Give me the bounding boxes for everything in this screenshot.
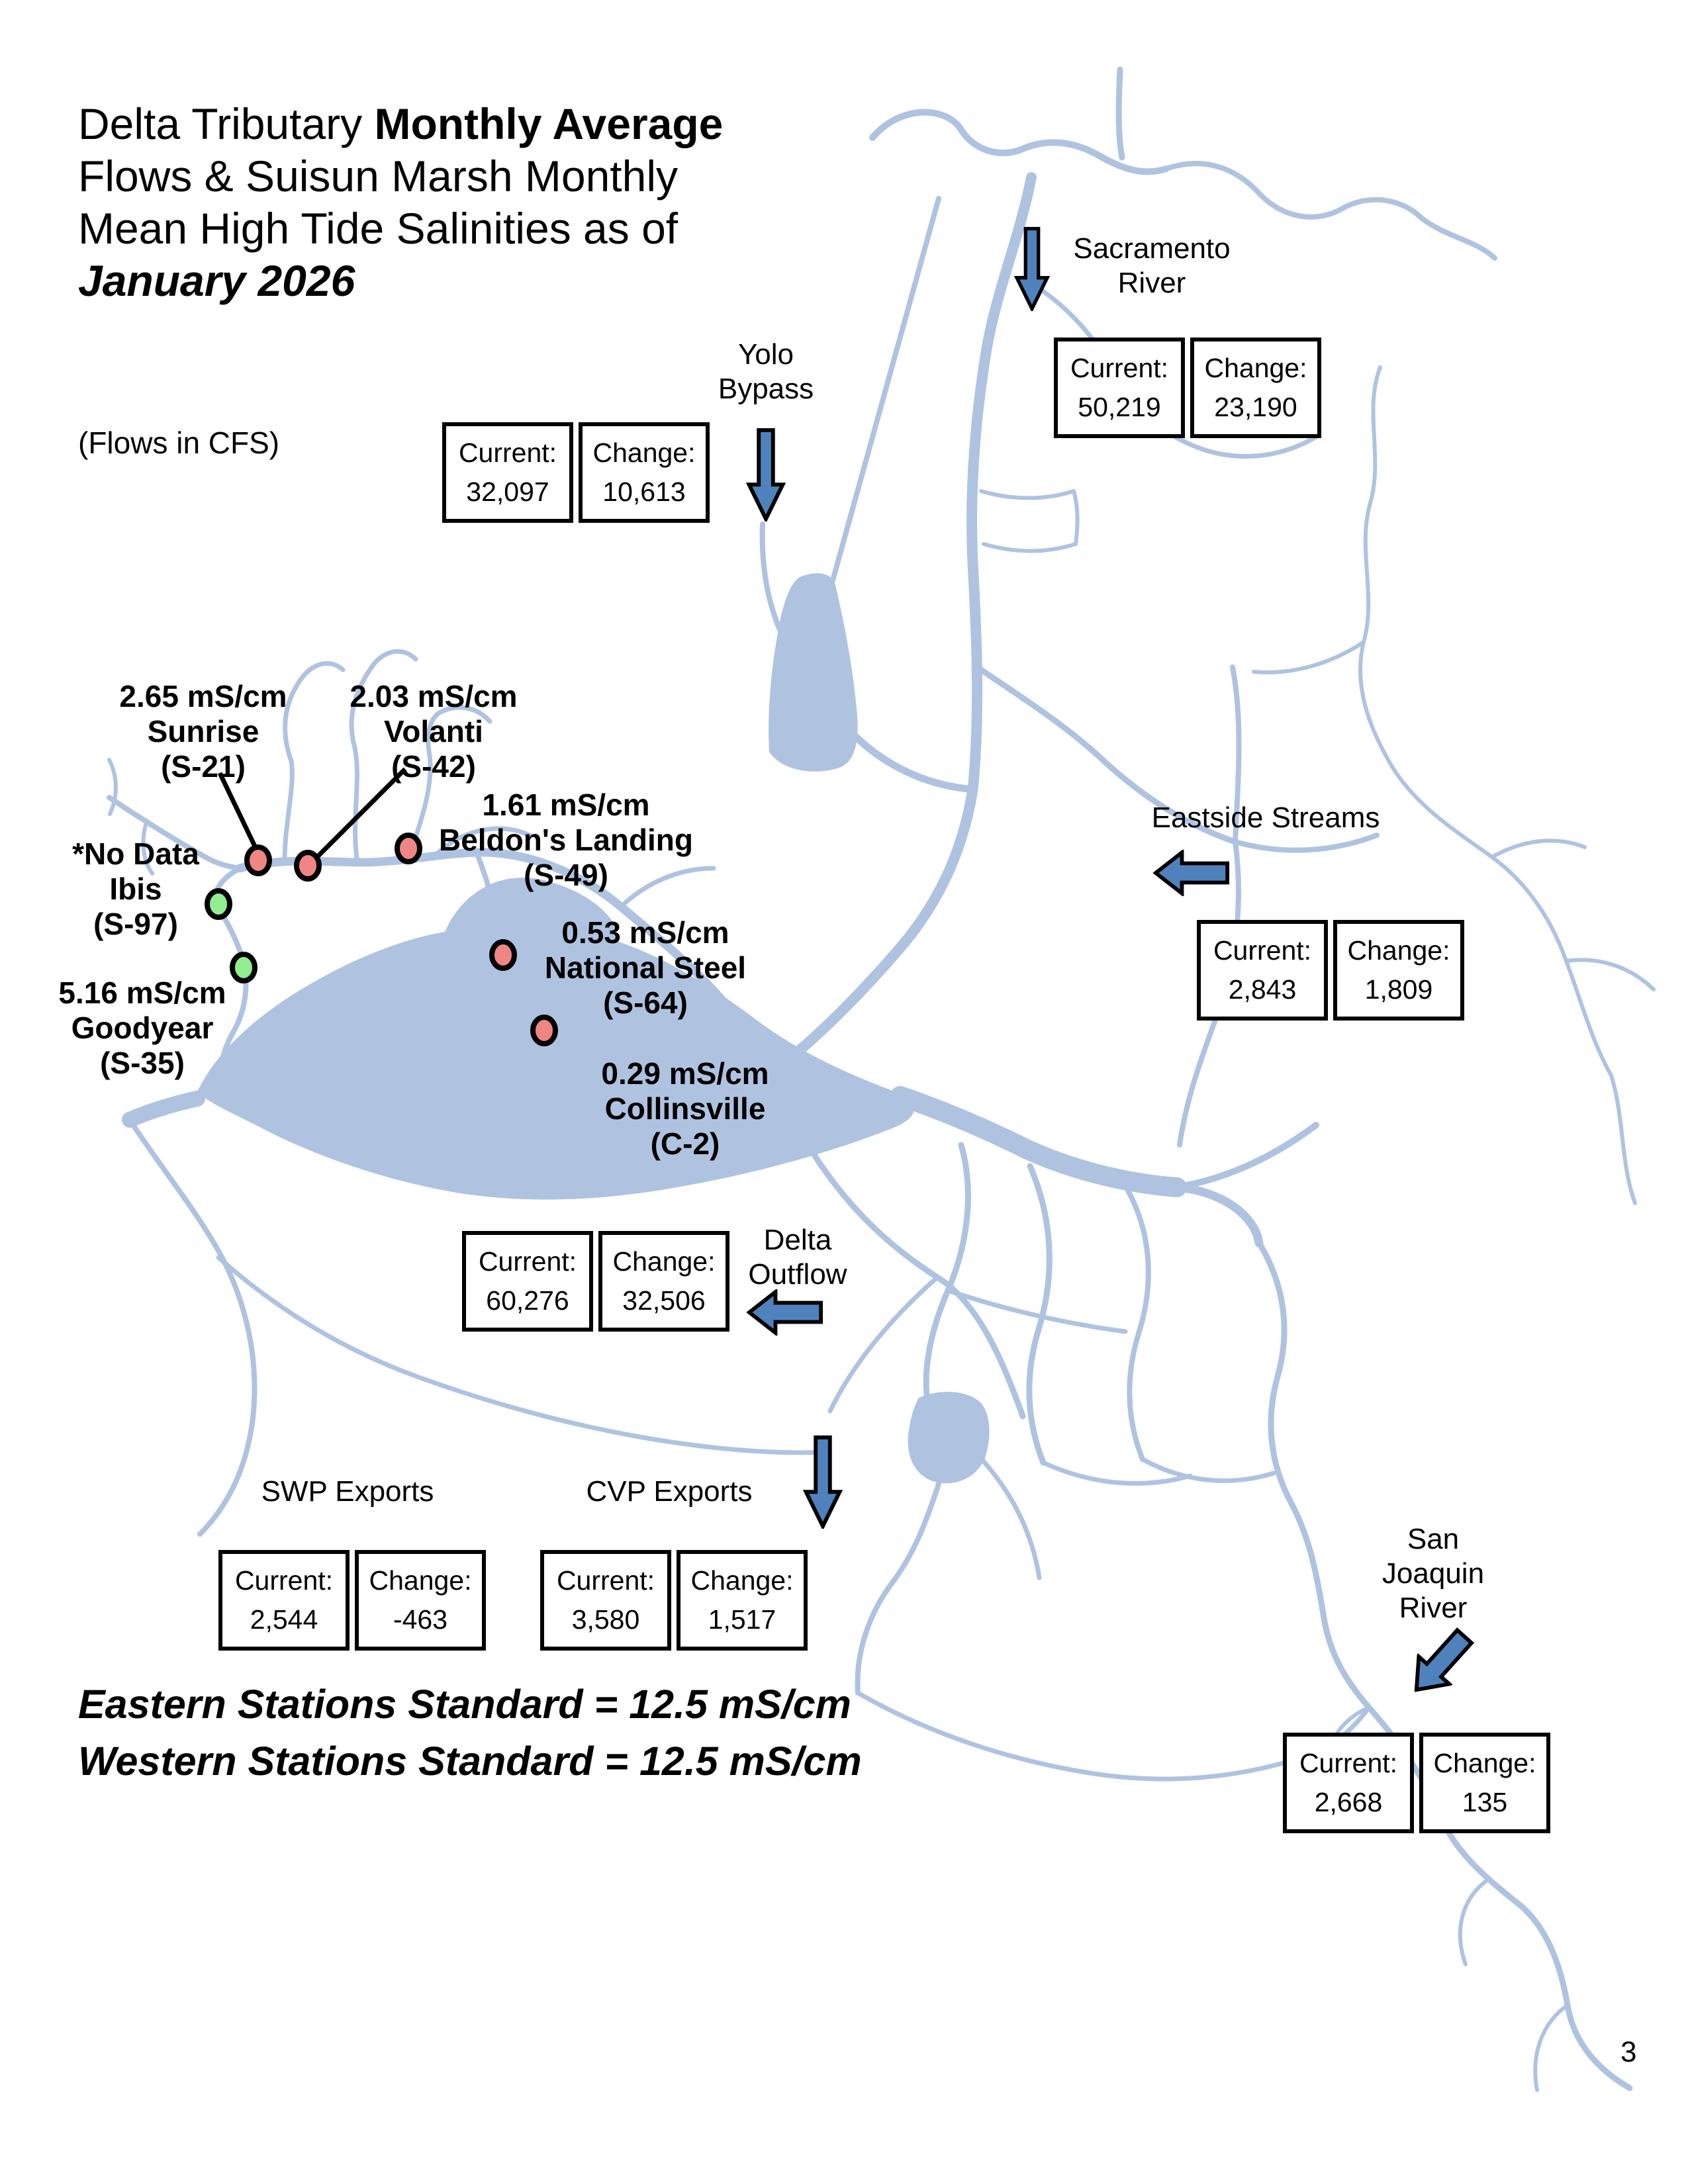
san-joaquin-river-label-line1: San	[1407, 1523, 1460, 1555]
sacramento-river-flow-arrow-down-icon	[1011, 226, 1053, 311]
san-joaquin-current-cell	[1283, 1733, 1414, 1833]
mokelumne-east-fork	[1235, 835, 1377, 850]
eastside-streams-change-value: 1,809	[1364, 974, 1433, 1005]
station-dot-beldons-landing	[397, 835, 420, 862]
grid-channel-2	[984, 544, 1076, 551]
yolo-bypass-label	[700, 338, 832, 406]
flows-units-note: (Flows in CFS)	[78, 426, 280, 460]
delta-outflow-stat-box	[462, 1231, 729, 1332]
swp-exports-current-value: 2,544	[250, 1604, 318, 1635]
cvp-exports-stat-box	[540, 1550, 808, 1651]
below-forebay-channel	[857, 1484, 939, 1693]
title-line-1-bold: Monthly Average	[374, 99, 724, 148]
eastside-streams-label-line1: Eastside Streams	[1151, 801, 1380, 834]
national-steel-name: National Steel	[544, 950, 747, 985]
sj-meander-2	[1460, 1880, 1488, 1964]
page-title	[78, 98, 872, 307]
station-dot-sunrise	[247, 847, 269, 874]
title-line-4: January 2026	[78, 256, 355, 305]
collinsville-code: (C-2)	[650, 1126, 720, 1161]
false-river	[1177, 1125, 1316, 1187]
national-steel-code: (S-64)	[603, 985, 688, 1020]
sunrise-code: (S-21)	[161, 749, 246, 784]
change-label: Change:	[592, 437, 696, 468]
current-label: Current:	[458, 437, 557, 468]
collinsville-name: Collinsville	[604, 1091, 766, 1126]
current-label: Current:	[1213, 934, 1312, 966]
station-standards	[78, 1676, 862, 1790]
current-label: Current:	[556, 1565, 655, 1596]
san-joaquin-stat-box	[1283, 1733, 1550, 1833]
beldons-salinity-value: 1.61 mS/cm	[482, 788, 650, 822]
page-number: 3	[1620, 2036, 1637, 2068]
carquinez-strait	[130, 1099, 197, 1120]
ibis-no-data-note: *No Data	[72, 837, 199, 871]
current-label: Current:	[1299, 1747, 1398, 1778]
sacramento-river-current-cell	[1054, 338, 1185, 438]
yolo-bypass-current-value: 32,097	[466, 477, 549, 508]
north-tributary	[1119, 69, 1122, 158]
cvp-exports-change-cell	[677, 1550, 808, 1651]
eastside-streams-change-cell	[1333, 920, 1464, 1021]
delta-outflow-current-value: 60,276	[486, 1285, 569, 1316]
station-dot-national-steel	[492, 942, 514, 968]
title-line-1-normal: Delta Tributary	[78, 99, 375, 148]
change-label: Change:	[612, 1246, 716, 1277]
eastside-stream-branch-1	[1254, 642, 1364, 672]
san-joaquin-change-cell	[1419, 1733, 1550, 1833]
cvp-exports-current-cell	[540, 1550, 671, 1651]
title-line-1	[78, 98, 872, 150]
station-label-goodyear	[26, 976, 258, 1081]
delta-outflow-label	[731, 1223, 864, 1292]
title-line-3: Mean High Tide Salinities as of	[78, 204, 679, 253]
eastside-streams-current-cell	[1197, 920, 1328, 1021]
sacramento-river-current-value: 50,219	[1078, 392, 1161, 423]
sacramento-river-label-line2: River	[1117, 267, 1186, 299]
southwest-branch	[830, 1277, 937, 1411]
change-label: Change:	[1204, 352, 1307, 383]
grid-channel-3	[1074, 491, 1078, 544]
ibis-name: Ibis	[109, 872, 162, 906]
current-label: Current:	[234, 1565, 334, 1596]
station-label-collinsville	[586, 1056, 784, 1161]
sunrise-salinity-value: 2.65 mS/cm	[119, 679, 287, 713]
cvp-exports-current-value: 3,580	[571, 1604, 640, 1635]
east-delta-channel	[1125, 1186, 1149, 1459]
station-label-volanti	[334, 679, 533, 784]
swp-exports-label-line1: SWP Exports	[261, 1475, 434, 1508]
eastside-streams-stat-box	[1197, 920, 1464, 1021]
sj-meander-1	[1535, 2005, 1568, 2090]
grid-channel-1	[981, 491, 1074, 498]
yolo-bypass-change-value: 10,613	[602, 477, 686, 508]
san-joaquin-river-label-line3: River	[1399, 1592, 1468, 1624]
swp-exports-label	[218, 1475, 477, 1509]
delta-outflow-change-value: 32,506	[622, 1285, 706, 1316]
eastside-streams-flow-arrow-left-icon	[1153, 850, 1230, 896]
southwest-shoreline	[130, 1120, 255, 1534]
title-line-2: Flows & Suisun Marsh Monthly	[78, 152, 678, 201]
delta-outflow-label-line1: Delta	[763, 1224, 832, 1256]
yolo-bypass-flow-arrow-down-icon	[745, 428, 786, 522]
river-at-antioch	[900, 1096, 1177, 1187]
station-label-national-steel	[513, 915, 778, 1021]
delta-outflow-label-line2: Outflow	[748, 1258, 847, 1291]
swp-exports-stat-box	[218, 1550, 486, 1651]
swp-exports-change-cell	[355, 1550, 486, 1651]
change-label: Change:	[1433, 1747, 1536, 1778]
eastside-streams-current-value: 2,843	[1228, 974, 1297, 1005]
volanti-name: Volanti	[384, 714, 483, 749]
old-river	[926, 1145, 968, 1395]
sacramento-river-change-value: 23,190	[1214, 392, 1297, 423]
cache-slough	[842, 721, 968, 789]
change-label: Change:	[1347, 934, 1450, 966]
yolo-bypass-stat-box	[442, 422, 710, 523]
sacramento-river-label-line1: Sacramento	[1073, 232, 1231, 265]
san-joaquin-river-label-line2: Joaquin	[1382, 1557, 1485, 1590]
delta-outflow-current-cell	[462, 1231, 593, 1332]
eastside-stream-branch-4	[1566, 960, 1654, 989]
change-label: Change:	[690, 1565, 794, 1596]
yolo-bypass-change-cell	[579, 422, 710, 523]
delta-outflow-change-cell	[598, 1231, 729, 1332]
liberty-island-fill	[769, 573, 858, 772]
swp-exports-current-cell	[218, 1550, 350, 1651]
cvp-exports-flow-arrow-down-icon	[802, 1435, 843, 1529]
beldons-name: Beldon's Landing	[438, 823, 694, 857]
goodyear-code: (S-35)	[100, 1046, 185, 1080]
forebay-east-channel	[982, 1460, 1039, 1578]
station-label-ibis	[36, 837, 235, 942]
yolo-bypass-current-cell	[442, 422, 573, 523]
change-label: Change:	[369, 1565, 472, 1596]
san-joaquin-change-value: 135	[1462, 1787, 1508, 1818]
eastside-streams-label	[1127, 801, 1405, 835]
collinsville-salinity-value: 0.29 mS/cm	[601, 1056, 769, 1091]
station-dot-volanti	[297, 852, 319, 879]
ibis-code: (S-97)	[93, 907, 178, 941]
san-joaquin-current-value: 2,668	[1314, 1787, 1383, 1818]
national-steel-salinity-value: 0.53 mS/cm	[561, 915, 729, 950]
sacramento-river-change-cell	[1190, 338, 1321, 438]
current-label: Current:	[1070, 352, 1169, 383]
eastside-stream-branch-2	[1492, 841, 1585, 857]
volanti-salinity-value: 2.03 mS/cm	[350, 679, 518, 713]
station-dot-collinsville	[533, 1017, 555, 1044]
eastern-standard-text: Eastern Stations Standard = 12.5 mS/cm	[78, 1682, 851, 1727]
cvp-exports-label-line1: CVP Exports	[586, 1475, 753, 1508]
yolo-bypass-label-line1: Yolo	[737, 338, 794, 371]
clifton-court-fill	[908, 1392, 990, 1483]
eastside-stream-branch-3	[1611, 1075, 1635, 1203]
goodyear-salinity-value: 5.16 mS/cm	[58, 976, 226, 1010]
current-label: Current:	[478, 1246, 577, 1277]
sacramento-river-stat-box	[1054, 338, 1321, 438]
swp-exports-change-value: -463	[393, 1604, 448, 1635]
cvp-exports-change-value: 1,517	[708, 1604, 776, 1635]
san-joaquin-bend	[1177, 1187, 1259, 1243]
sacramento-river-label	[1066, 232, 1238, 300]
beldons-code: (S-49)	[524, 858, 608, 892]
delta-connector-3	[1143, 1459, 1274, 1480]
yolo-bypass-label-line2: Bypass	[718, 373, 814, 405]
station-label-beldons-landing	[434, 788, 698, 893]
sunrise-name: Sunrise	[147, 714, 259, 749]
volanti-code: (S-42)	[391, 749, 476, 784]
station-label-sunrise	[104, 679, 303, 784]
western-standard-text: Western Stations Standard = 12.5 mS/cm	[78, 1739, 862, 1784]
cvp-exports-label	[540, 1475, 798, 1509]
delta-outflow-flow-arrow-left-icon	[747, 1289, 823, 1336]
goodyear-name: Goodyear	[71, 1011, 214, 1045]
san-joaquin-river-label	[1364, 1522, 1503, 1625]
